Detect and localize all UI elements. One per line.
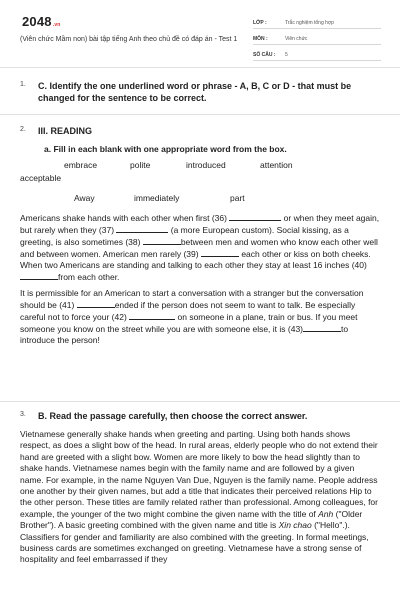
passage-italic: Anh — [318, 508, 334, 519]
paragraph-text: to introduce the person! — [20, 324, 349, 346]
document-title: (Viên chức Mầm non) bài tập tiếng Anh theo chủ đề có đáp án - Test 1 — [20, 36, 238, 43]
passage-text: ("Hello".). Classifiers for gender and familiarity are also combined with the greeting. In formal meetings, business cards are sometimes exchanged on greeting. Vietnamese have a strong sense of hospitality and feel embarrassed if they — [20, 520, 369, 565]
blank-37[interactable] — [116, 224, 168, 233]
paragraph-text: between men and women who know each other well and between women. American men rarely (39) — [20, 236, 378, 259]
paragraph-text: ended if the person does not seem to want to talk. Be especially careful not to force your (42) — [20, 300, 356, 323]
meta-row-class — [253, 16, 381, 29]
blank-36[interactable] — [229, 212, 281, 221]
passage-text: ("Older Brother"). A basic greeting combined with the given name and title is — [20, 508, 363, 531]
word-option: introduced — [186, 160, 226, 170]
paragraph-text: It is permissible for an American to start a conversation with a stranger but the conversation should be (41) — [20, 288, 364, 311]
logo-main-text: 2048 — [22, 14, 52, 29]
paragraph-text: Americans shake hands with each other when first (36) — [20, 213, 230, 223]
paragraph-text: each other or kiss on both cheeks. When two Americans are standing and talking to each other they stay at least 16 inches (40) — [20, 248, 371, 270]
meta-label: MÔN : — [253, 36, 268, 42]
section-title: III. READING — [38, 126, 93, 136]
blank-39[interactable] — [201, 248, 239, 257]
meta-label: LỚP : — [253, 20, 267, 26]
meta-label: SỐ CÂU : — [253, 52, 276, 58]
divider — [0, 114, 400, 115]
meta-value: 5 — [285, 52, 288, 58]
divider — [0, 401, 400, 402]
passage-italic: Xin chao — [278, 520, 312, 531]
meta-value: Trắc nghiệm tổng hợp — [285, 20, 334, 26]
paragraph-text: (a more European custom). Social kissing, as a greeting, is also sometimes (38) — [20, 224, 349, 247]
word-box — [20, 160, 380, 210]
question-number: 1. — [20, 81, 26, 88]
passage-text: Vietnamese generally shake hands when greeting and parting. Using both hands shows respect, as does a slight bow of the head. In rural areas, elderly people who do not extend their hand are greeted with a slight bow. Women are more likely to bow the head slightly than to shake hands. Vietnamese names begin with the family name and are followed by a given name. For example, in the name Nguyen Van Due, Nguyen is the family name. People address one another by their given names, but add a title that indicates their perceived relations Hip to the other person. These titles are family related rather than professional. Among colleagues, for example, the younger of the two might combine the given name with the title of — [20, 429, 378, 519]
site-logo[interactable] — [22, 14, 61, 29]
instruction-text: a. Fill in each blank with one appropriate word from the box. — [44, 144, 287, 154]
paragraph-text: or when they meet again, but rarely when they (37) — [20, 213, 380, 235]
paragraph-text: on someone in a plane, train or bus. If you meet someone you know on the street while you are with someone else, it is (43) — [20, 312, 358, 335]
blank-38[interactable] — [143, 236, 181, 245]
blank-42[interactable] — [129, 311, 175, 320]
meta-value: Viên chức — [285, 36, 308, 42]
paragraph-text: from each other. — [58, 271, 120, 282]
word-option: embrace — [64, 160, 98, 170]
question-1 — [20, 80, 380, 104]
word-option: part — [230, 193, 245, 203]
question-text: C. Identify the one underlined word or phrase - A, B, C or D - that must be changed for the sentence to be correct. — [38, 81, 352, 103]
meta-row-count — [253, 48, 381, 61]
reading-paragraph — [20, 212, 380, 282]
question-number: 3. — [20, 411, 26, 418]
reading-passage — [20, 429, 380, 566]
question-2 — [20, 125, 380, 346]
word-option: acceptable — [20, 173, 62, 183]
meta-box — [253, 16, 381, 64]
question-number: 2. — [20, 126, 26, 133]
blank-43[interactable] — [303, 323, 341, 332]
blank-41[interactable] — [77, 299, 115, 308]
blank-40[interactable] — [20, 271, 58, 280]
logo-sub-text: .vn — [52, 22, 61, 28]
word-option: polite — [130, 160, 151, 170]
meta-row-subject — [253, 32, 381, 45]
word-option: immediately — [134, 193, 180, 203]
word-option: Away — [74, 193, 95, 203]
question-3 — [20, 410, 380, 566]
divider — [0, 67, 400, 68]
question-text: B. Read the passage carefully, then choose the correct answer. — [38, 411, 308, 421]
reading-paragraph — [20, 288, 380, 346]
word-option: attention — [260, 160, 293, 170]
page-header — [0, 0, 400, 66]
